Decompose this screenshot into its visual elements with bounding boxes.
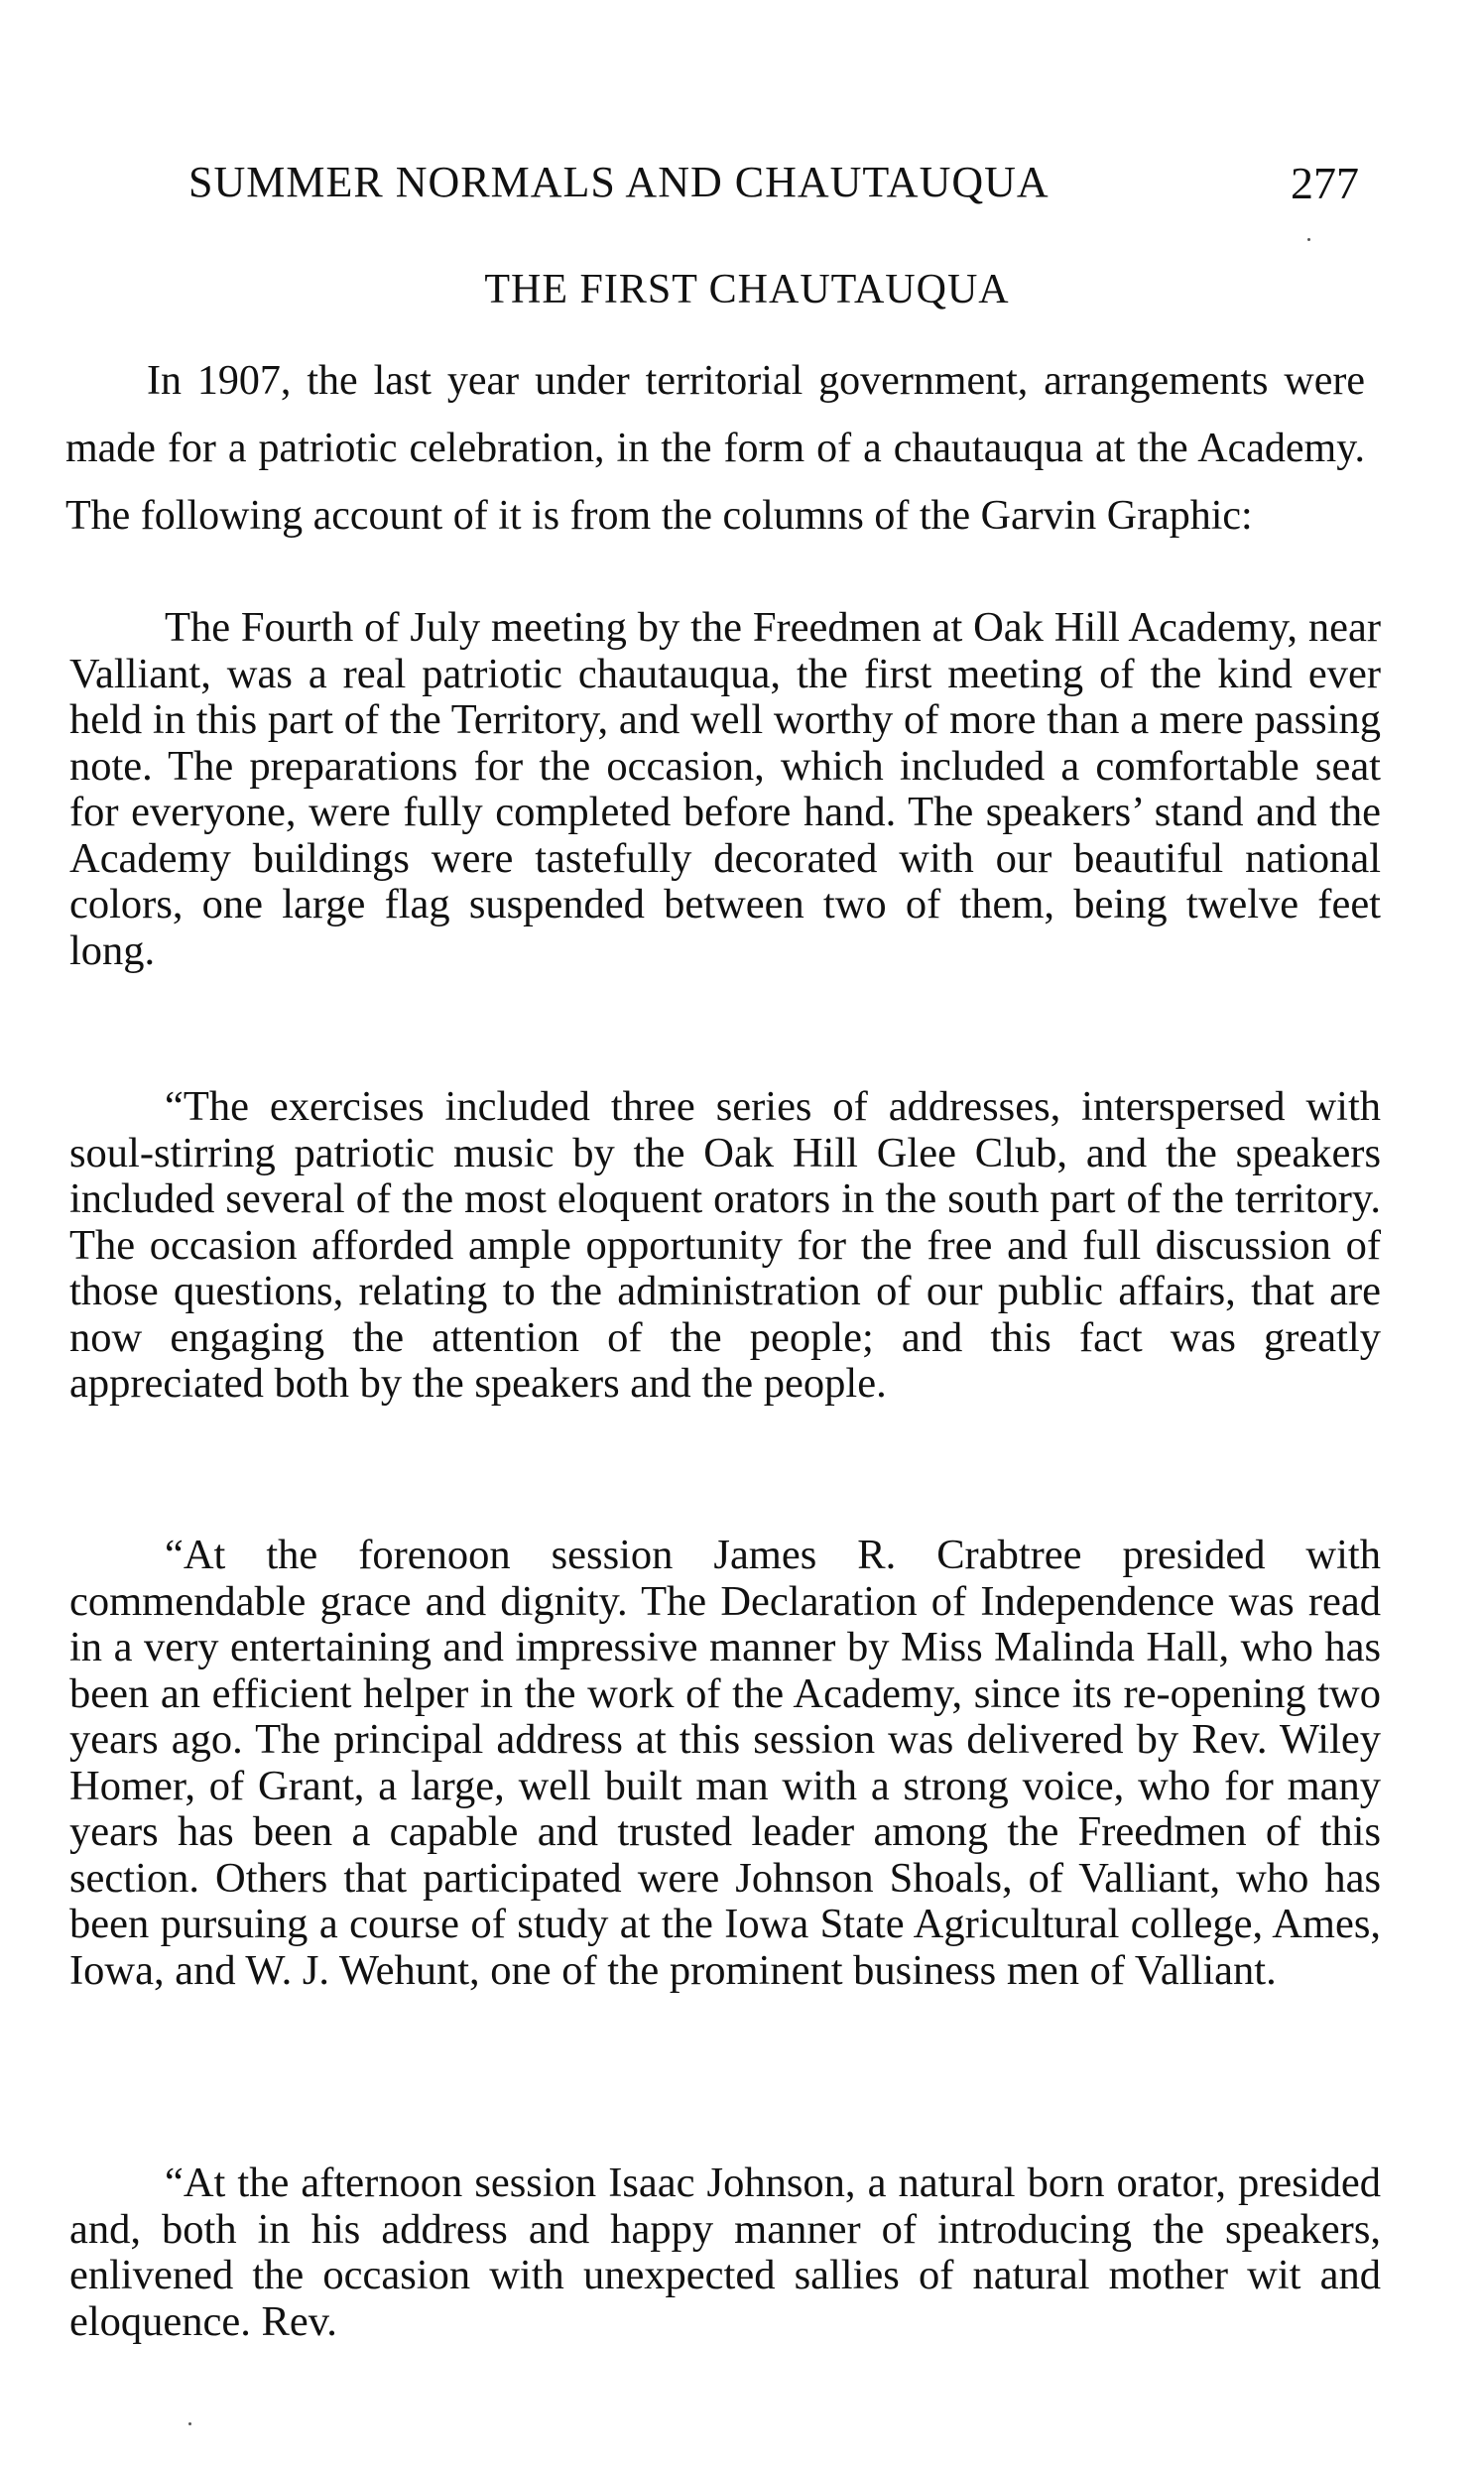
quoted-paragraph-afternoon-session: “At the afternoon session Isaac Johnson, a natural born orator, presided and, both in his address and happy manner of introducing the speakers, enlivened the occasion with unexpected sallies of natural mother wit and eloquence. Rev. <box>69 2160 1381 2345</box>
quoted-paragraph-exercises: “The exercises included three series of addresses, interspersed with soul-stirring patriotic music by the Oak Hill Glee Club, and the speakers included several of the most eloquent orators in the south part of the territory. The occasion afforded ample opportunity for the free and full discussion of those questions, relating to the administration of our public affairs, that are now engaging the attention of the people; and this fact was greatly appreciated both by the speakers and the people. <box>69 1083 1381 1407</box>
quoted-paragraph-forenoon-session: “At the forenoon session James R. Crabtree presided with commendable grace and dignity. The Declaration of Independence was read in a very entertaining and impressive manner by Miss Malinda Hall, who has been an efficient helper in the work of the Academy, since its re-opening two years ago. The principal address at this session was delivered by Rev. Wiley Homer, of Grant, a large, well built man with a strong voice, who for many years has been a capable and trusted leader among the Freedmen of this section. Others that participated were Johnson Shoals, of Valliant, who has been pursuing a course of study at the Iowa State Agricultural college, Ames, Iowa, and W. J. Wehunt, one of the prominent business men of Valliant. <box>69 1532 1381 1994</box>
intro-paragraph: In 1907, the last year under territorial government, arrangements were made for a patriotic celebration, in the form of a chautauqua at the Academy. The following account of it is from the columns of the Garvin Graphic: <box>65 358 1365 539</box>
page-number: 277 <box>1291 158 1359 208</box>
scan-speck <box>1307 238 1310 241</box>
section-title: THE FIRST CHAUTAUQUA <box>484 267 1010 312</box>
scan-speck <box>188 2422 191 2425</box>
running-head <box>188 157 1369 216</box>
quoted-paragraph-fourth-of-july: The Fourth of July meeting by the Freedmen at Oak Hill Academy, near Valliant, was a real patriotic chautauqua, the first meeting of the kind ever held in this part of the Territory, and well worthy of more than a mere passing note. The preparations for the occasion, which included a comfortable seat for everyone, were fully completed before hand. The speakers’ stand and the Academy buildings were tastefully decorated with our beautiful national colors, one large flag suspended between two of them, being twelve feet long. <box>69 604 1381 974</box>
running-title: SUMMER NORMALS AND CHAUTAUQUA <box>188 158 1050 206</box>
